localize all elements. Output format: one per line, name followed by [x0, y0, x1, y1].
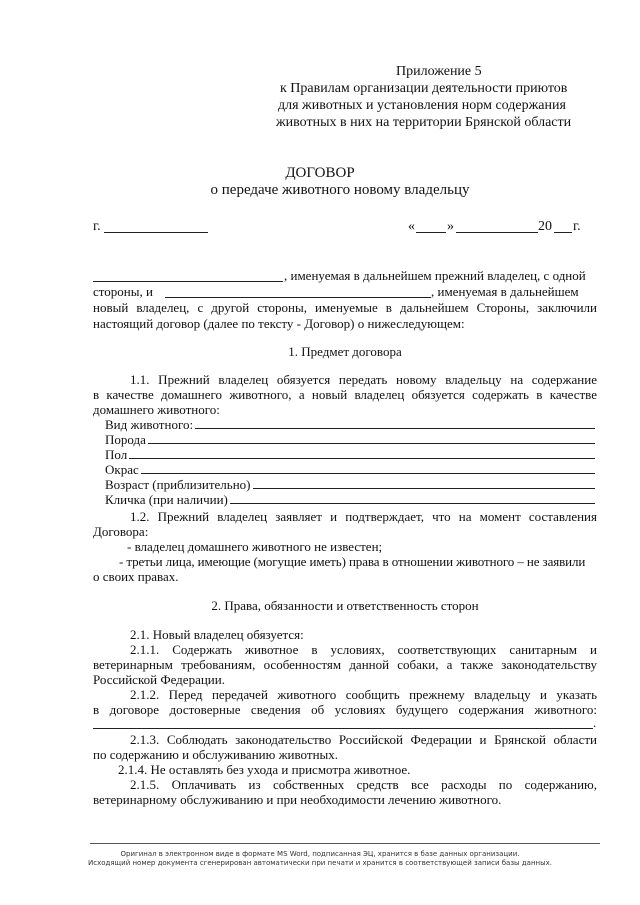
- living-conditions-blank: [93, 728, 593, 729]
- document-title: ДОГОВОР: [285, 165, 355, 181]
- section-2-heading: 2. Права, обязанности и ответственность сторон: [211, 598, 479, 613]
- animal-type-field: [105, 417, 595, 432]
- appendix-line-1: к Правилам организации деятельности приютов: [280, 81, 568, 96]
- new-owner-blank: [165, 297, 431, 298]
- appendix-line-2: для животных и установления норм содержания: [278, 98, 566, 113]
- clause-1-1-line-3: домашнего животного:: [93, 402, 220, 417]
- clause-2-1-2-line-1: 2.1.2. Перед передачей животного сообщить прежнему владельцу и указать: [130, 687, 597, 702]
- clause-2-1-2-line-2: в договоре достоверные сведения об условиях будущего содержания животного:: [93, 702, 597, 717]
- year-blank: [554, 232, 572, 233]
- city-blank: [104, 232, 208, 233]
- preamble-line-3: новый владелец, с другой стороны, именуемые в дальнейшем Стороны, заключили: [93, 300, 597, 315]
- color-label: Окрас: [105, 462, 139, 477]
- section-1-heading: 1. Предмет договора: [288, 344, 402, 359]
- age-field: [105, 477, 595, 492]
- footer-line-1: Оригинал в электронном виде в формате MS Word, подписанная ЭЦ, хранится в базе данных организации.: [120, 850, 520, 858]
- clause-1-1-line-1: 1.1. Прежний владелец обязуется передать новому владельцу на содержание: [130, 372, 597, 387]
- breed-field: [105, 432, 595, 447]
- document-subtitle: о передаче животного новому владельцу: [210, 182, 470, 198]
- age-label: Возраст (приблизительно): [105, 477, 251, 492]
- preamble-line-2-tail: , именуемая в дальнейшем: [431, 284, 579, 299]
- clause-2-1-3-line-1: 2.1.3. Соблюдать законодательство Российской Федерации и Брянской области: [130, 732, 597, 747]
- breed-label: Порода: [105, 432, 146, 447]
- clause-2-1-1-line-2: ветеринарным требованиям, особенностям данной собаки, а также законодательству: [93, 657, 597, 672]
- sex-label: Пол: [105, 447, 128, 462]
- clause-1-2-bullet-1: - владелец домашнего животного не известен;: [127, 539, 383, 554]
- footer-line-2: Исходящий номер документа сгенерирован автоматически при печати и хранится в соответствующей записи базы данных.: [88, 859, 552, 867]
- color-field: [105, 462, 595, 477]
- preamble-line-1: , именуемая в дальнейшем прежний владелец, с одной: [284, 268, 586, 283]
- clause-2-1-5-line-1: 2.1.5. Оплачивать из собственных средств все расходы по содержанию,: [130, 777, 597, 792]
- preamble-line-2-head: стороны, и: [93, 284, 153, 299]
- pet-name-label: Кличка (при наличии): [105, 492, 228, 507]
- clause-2-1-5-line-2: ветеринарному обслуживанию и при необходимости лечению животного.: [93, 792, 502, 807]
- clause-1-2-line-2: Договора:: [93, 524, 149, 539]
- clause-2-1-3-line-2: по содержанию и обслуживанию животных.: [93, 747, 339, 762]
- year-suffix: г.: [573, 219, 581, 234]
- sex-field: [105, 447, 595, 462]
- animal-type-label: Вид животного:: [105, 417, 194, 432]
- clause-2-1-1-line-1: 2.1.1. Содержать животное в условиях, соответствующих санитарным и: [130, 642, 597, 657]
- clause-2-1-4: 2.1.4. Не оставлять без ухода и присмотра животное.: [118, 762, 411, 777]
- clause-2-1: 2.1. Новый владелец обязуется:: [130, 627, 304, 642]
- clause-1-2-bullet-2-line-1: - третьи лица, имеющие (могущие иметь) права в отношении животного – не заявили: [119, 554, 586, 569]
- previous-owner-blank: [93, 281, 283, 282]
- appendix-line-3: животных в них на территории Брянской области: [276, 115, 572, 130]
- clause-1-2-bullet-2-line-2: о своих правах.: [93, 569, 179, 584]
- name-field: [105, 492, 595, 507]
- city-prefix: г.: [93, 219, 101, 234]
- footer-divider: [90, 843, 600, 844]
- clause-2-1-1-line-3: Российской Федерации.: [93, 672, 225, 687]
- date-open-quote: «: [408, 219, 415, 234]
- clause-1-1-line-2: в качестве домашнего животного, а новый владелец обязуется содержать в качестве: [93, 387, 597, 402]
- year-prefix: 20: [538, 219, 552, 234]
- appendix-number: Приложение 5: [396, 64, 482, 79]
- living-conditions-end: .: [593, 715, 597, 730]
- month-blank: [456, 232, 538, 233]
- clause-1-2-line-1: 1.2. Прежний владелец заявляет и подтверждает, что на момент составления: [130, 509, 597, 524]
- preamble-line-4: настоящий договор (далее по тексту - Договор) о нижеследующем:: [93, 316, 465, 331]
- date-close-quote: »: [447, 219, 454, 234]
- day-blank: [416, 232, 446, 233]
